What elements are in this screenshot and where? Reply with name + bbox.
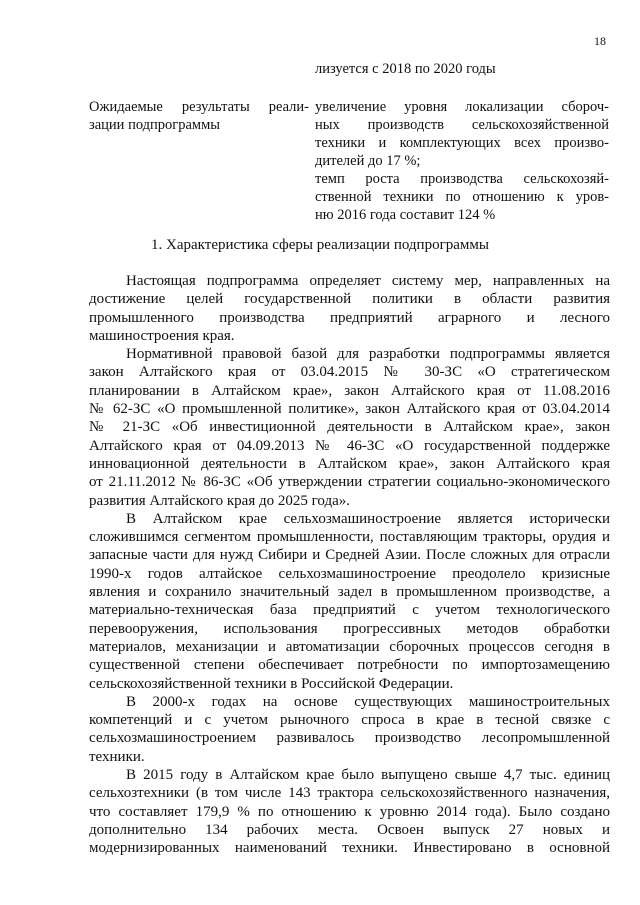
text-line: техники и комплектующих всех произво- (315, 135, 609, 151)
text-line: лизуется с 2018 по 2020 годы (315, 61, 496, 77)
text-line: 1990-х годов алтайское сельхозмашиностроение преодолело кризисные (89, 565, 610, 582)
text-line: модернизированных наименований техники. Инвестировано в основной (89, 840, 610, 857)
text-line: дополнительно 134 рабочих места. Освоен выпуск 27 новых и (89, 821, 610, 838)
text-line: сельхозтехники (в том числе 143 трактора сельскохозяйственного назначения, (89, 785, 610, 802)
text-line: техники. (89, 748, 145, 765)
table-cell-label (89, 60, 309, 78)
table-row (89, 98, 609, 224)
passport-table (89, 60, 609, 224)
text-line: № 62-ЗС «О промышленной политике», закон Алтайского края от 03.04.2014 (89, 401, 610, 418)
table-cell-label (89, 98, 309, 224)
text-line: машиностроения края. (89, 327, 235, 344)
text-line: В 2000-х годах на основе существующих машиностроительных (126, 693, 610, 710)
paragraph (89, 766, 610, 857)
paragraph (89, 272, 610, 345)
table-cell-value (315, 98, 609, 224)
text-line: сельхозмашиностроением развивалось производство лесопромышленной (89, 730, 610, 747)
page-number: 18 (594, 34, 606, 48)
text-line: ных производств сельскохозяйственной (315, 117, 609, 133)
text-line: что составляет 179,9 % по отношению к уровню 2014 года). Было создано (89, 803, 610, 820)
section-heading: 1. Характеристика сферы реализации подпрограммы (151, 237, 489, 253)
text-line: существенной степени обеспечивает потребности по импортозамещению (89, 657, 610, 674)
text-line: Ожидаемые результаты реали- (89, 99, 309, 115)
text-line: зации подпрограммы (89, 117, 221, 133)
text-line: В 2015 году в Алтайском крае было выпущено свыше 4,7 тыс. единиц (126, 767, 610, 784)
text-line: ню 2016 года составит 124 % (315, 207, 496, 223)
text-line: от 21.11.2012 № 86-ЗС «Об утверждении стратегии социально-экономического (89, 474, 610, 491)
text-line: дителей до 17 %; (315, 153, 421, 169)
table-cell-value (315, 60, 609, 78)
text-line: явления и сохранило значительный задел в промышленном производстве, а (89, 584, 610, 601)
text-line: увеличение уровня локализации сбороч- (315, 99, 609, 115)
text-line: материально-техническая база предприятий с учетом технологического (89, 602, 610, 619)
text-line: Алтайского края от 04.09.2013 № 46-ЗС «О государственной поддержке (89, 437, 610, 454)
text-line: материалов, механизации и автоматизации сборочных процессов сегодня в (89, 638, 610, 655)
text-line: сельскохозяйственной техники в Российской Федерации. (89, 675, 454, 692)
text-line: запасные части для нужд Сибири и Средней Азии. После сложных для отрасли (89, 547, 610, 564)
text-line: развития Алтайского края до 2025 года». (89, 492, 350, 509)
text-line: компетенций и с учетом рыночного спроса в крае в тесной связке с (89, 712, 610, 729)
text-line: инновационной деятельности в Алтайском крае», закон Алтайского края (89, 455, 610, 472)
paragraph (89, 510, 610, 693)
text-line: В Алтайском крае сельхозмашиностроение является исторически (126, 510, 610, 527)
table-row (89, 60, 609, 78)
text-line: перевооружения, использования прогрессивных методов обработки (89, 620, 610, 637)
text-line: Настоящая подпрограмма определяет систему мер, направленных на (126, 273, 610, 289)
text-line: закон Алтайского края от 03.04.2015 № 30-ЗС «О стратегическом (89, 364, 610, 381)
text-line: Нормативной правовой базой для разработки подпрограммы является (126, 346, 610, 363)
paragraph (89, 693, 610, 766)
text-line: темп роста производства сельскохозяй- (315, 171, 609, 187)
text-line: планировании в Алтайском крае», закон Алтайского края от 11.08.2016 (89, 382, 610, 399)
body-text (89, 272, 610, 858)
text-line: сложившимся сегментом промышленности, поставляющим тракторы, орудия и (89, 529, 610, 546)
text-line: достижение целей государственной политики в области развития (89, 291, 610, 308)
text-line: № 21-ЗС «Об инвестиционной деятельности в Алтайском крае», закон (89, 419, 610, 436)
paragraph (89, 345, 610, 510)
text-line: промышленного производства предприятий аграрного и лесного (89, 309, 610, 326)
text-line: ственной техники по отношению к уров- (315, 189, 609, 205)
